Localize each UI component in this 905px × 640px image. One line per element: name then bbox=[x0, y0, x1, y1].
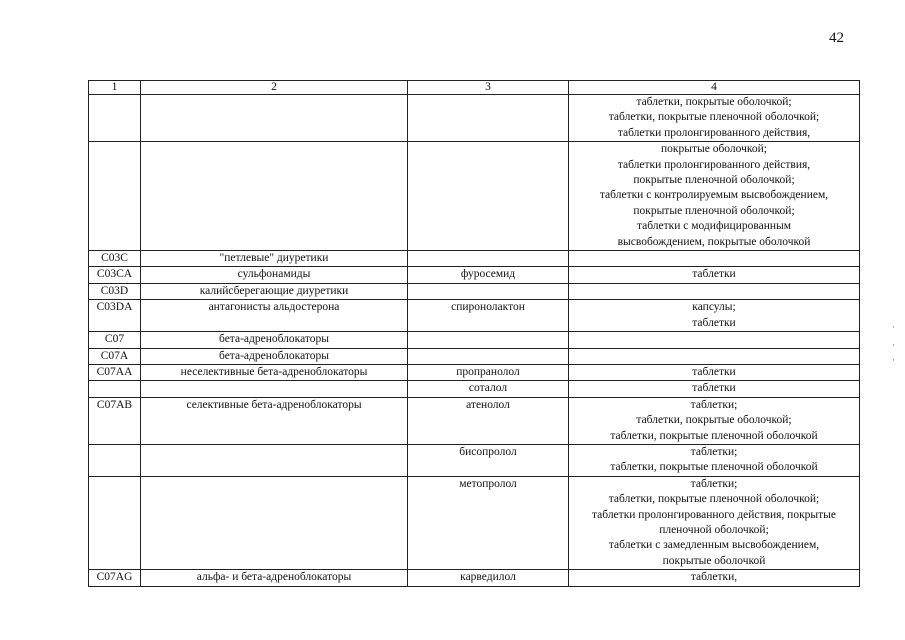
table-header-row bbox=[89, 81, 860, 95]
pharmacological-group-cell: антагонисты альдостерона bbox=[141, 300, 408, 332]
dosage-form-line bbox=[572, 332, 856, 347]
dosage-forms-cell bbox=[569, 300, 860, 332]
dosage-form-line: таблетки, покрытые пленочной оболочкой bbox=[610, 429, 818, 442]
medication-table bbox=[88, 80, 860, 587]
pharmacological-group-cell bbox=[141, 444, 408, 476]
atc-code-cell bbox=[89, 142, 141, 251]
dosage-form-line: покрытые оболочкой bbox=[662, 554, 766, 567]
header-cell-group: 2 bbox=[141, 81, 408, 95]
dosage-form-line: таблетки; bbox=[690, 445, 738, 458]
atc-code-cell bbox=[89, 444, 141, 476]
table-row bbox=[89, 300, 860, 332]
dosage-form-line: таблетки, покрытые оболочкой; bbox=[636, 414, 792, 427]
atc-code-cell: C07A bbox=[89, 348, 141, 364]
pharmacological-group-cell: сульфонамиды bbox=[141, 267, 408, 283]
dosage-form-line: таблетки; bbox=[690, 398, 738, 411]
atc-code-cell: C03CA bbox=[89, 267, 141, 283]
table-row bbox=[89, 381, 860, 397]
atc-code-cell: C07AG bbox=[89, 570, 141, 586]
dosage-form-line: таблетки, bbox=[690, 571, 738, 584]
dosage-form-line: таблетки bbox=[692, 365, 736, 378]
table-row bbox=[89, 332, 860, 348]
dosage-form-line: таблетки с контролируемым высвобождением, bbox=[599, 189, 829, 202]
pharmacological-group-cell bbox=[141, 381, 408, 397]
dosage-form-line: таблетки; bbox=[690, 477, 738, 490]
pharmacological-group-cell: неселективные бета-адреноблокаторы bbox=[141, 364, 408, 380]
dosage-forms-cell bbox=[569, 381, 860, 397]
dosage-form-line: таблетки с замедленным высвобождением, bbox=[608, 539, 820, 552]
atc-code-cell: C03C bbox=[89, 251, 141, 267]
table-row bbox=[89, 570, 860, 586]
dosage-forms-cell bbox=[569, 570, 860, 586]
pharmacological-group-cell bbox=[141, 95, 408, 142]
dosage-forms-cell bbox=[569, 283, 860, 299]
drug-name-cell: атенолол bbox=[408, 397, 569, 444]
dosage-form-line: покрытые пленочной оболочкой; bbox=[633, 174, 795, 187]
dosage-form-line: таблетки, покрытые пленочной оболочкой; bbox=[608, 493, 820, 506]
drug-name-cell: бисопролол bbox=[408, 444, 569, 476]
table-row bbox=[89, 251, 860, 267]
dosage-forms-cell bbox=[569, 348, 860, 364]
margin-mark: · bbox=[892, 340, 895, 350]
dosage-form-line: таблетки bbox=[692, 268, 736, 281]
pharmacological-group-cell: селективные бета-адреноблокаторы bbox=[141, 397, 408, 444]
table-row bbox=[89, 267, 860, 283]
dosage-forms-cell bbox=[569, 332, 860, 348]
dosage-form-line: таблетки, покрытые оболочкой; bbox=[636, 96, 792, 108]
dosage-forms-cell bbox=[569, 142, 860, 251]
dosage-form-line: таблетки, покрытые пленочной оболочкой; bbox=[608, 111, 820, 124]
drug-name-cell: спиронолактон bbox=[408, 300, 569, 332]
dosage-form-line: покрытые пленочной оболочкой; bbox=[633, 204, 795, 217]
drug-name-cell bbox=[408, 95, 569, 142]
atc-code-cell: C07 bbox=[89, 332, 141, 348]
dosage-form-line: таблетки с модифицированным bbox=[636, 220, 792, 233]
drug-name-cell bbox=[408, 251, 569, 267]
dosage-form-line: капсулы; bbox=[692, 301, 736, 314]
table-row bbox=[89, 476, 860, 569]
drug-name-cell: соталол bbox=[408, 381, 569, 397]
dosage-form-line: пленочной оболочкой; bbox=[659, 523, 769, 536]
dosage-forms-cell bbox=[569, 95, 860, 142]
pharmacological-group-cell: калийсберегающие диуретики bbox=[141, 283, 408, 299]
pharmacological-group-cell bbox=[141, 476, 408, 569]
atc-code-cell: C07AA bbox=[89, 364, 141, 380]
dosage-form-line: таблетки пролонгированного действия, bbox=[617, 126, 811, 139]
dosage-forms-cell bbox=[569, 397, 860, 444]
dosage-form-line: высвобождением, покрытые оболочкой bbox=[617, 235, 811, 248]
atc-code-cell bbox=[89, 95, 141, 142]
dosage-form-line: покрытые оболочкой; bbox=[661, 143, 767, 156]
dosage-form-line bbox=[572, 284, 856, 299]
dosage-forms-cell bbox=[569, 444, 860, 476]
dosage-form-line: таблетки, покрытые пленочной оболочкой bbox=[610, 461, 818, 474]
atc-code-cell: C07AB bbox=[89, 397, 141, 444]
table-row bbox=[89, 364, 860, 380]
dosage-form-line: таблетки пролонгированного действия, bbox=[617, 158, 811, 171]
dosage-form-line: таблетки bbox=[692, 316, 736, 329]
table-row bbox=[89, 444, 860, 476]
pharmacological-group-cell: бета-адреноблокаторы bbox=[141, 332, 408, 348]
pharmacological-group-cell bbox=[141, 142, 408, 251]
drug-name-cell: метопролол bbox=[408, 476, 569, 569]
table-row bbox=[89, 283, 860, 299]
table-row bbox=[89, 95, 860, 142]
drug-name-cell: карведилол bbox=[408, 570, 569, 586]
dosage-form-line: таблетки пролонгированного действия, покрытые bbox=[591, 508, 837, 521]
dosage-forms-cell bbox=[569, 476, 860, 569]
atc-code-cell: C03D bbox=[89, 283, 141, 299]
drug-name-cell bbox=[408, 332, 569, 348]
pharmacological-group-cell: "петлевые" диуретики bbox=[141, 251, 408, 267]
drug-name-cell bbox=[408, 283, 569, 299]
dosage-forms-cell bbox=[569, 251, 860, 267]
header-cell-forms: 4 bbox=[569, 81, 860, 95]
table-row bbox=[89, 397, 860, 444]
dosage-forms-cell bbox=[569, 267, 860, 283]
table-row bbox=[89, 348, 860, 364]
drug-name-cell: фуросемид bbox=[408, 267, 569, 283]
margin-mark: · bbox=[892, 355, 895, 365]
table-row bbox=[89, 142, 860, 251]
atc-code-cell: C03DA bbox=[89, 300, 141, 332]
pharmacological-group-cell: альфа- и бета-адреноблокаторы bbox=[141, 570, 408, 586]
margin-mark: · bbox=[892, 322, 895, 332]
dosage-forms-cell bbox=[569, 364, 860, 380]
dosage-form-line bbox=[572, 251, 856, 266]
pharmacological-group-cell: бета-адреноблокаторы bbox=[141, 348, 408, 364]
dosage-form-line bbox=[572, 349, 856, 364]
atc-code-cell bbox=[89, 476, 141, 569]
page-number: 42 bbox=[829, 30, 844, 46]
drug-name-cell bbox=[408, 348, 569, 364]
dosage-form-line: таблетки bbox=[692, 382, 736, 395]
atc-code-cell bbox=[89, 381, 141, 397]
header-cell-drug: 3 bbox=[408, 81, 569, 95]
drug-name-cell bbox=[408, 142, 569, 251]
header-cell-code: 1 bbox=[89, 81, 141, 95]
drug-name-cell: пропранолол bbox=[408, 364, 569, 380]
